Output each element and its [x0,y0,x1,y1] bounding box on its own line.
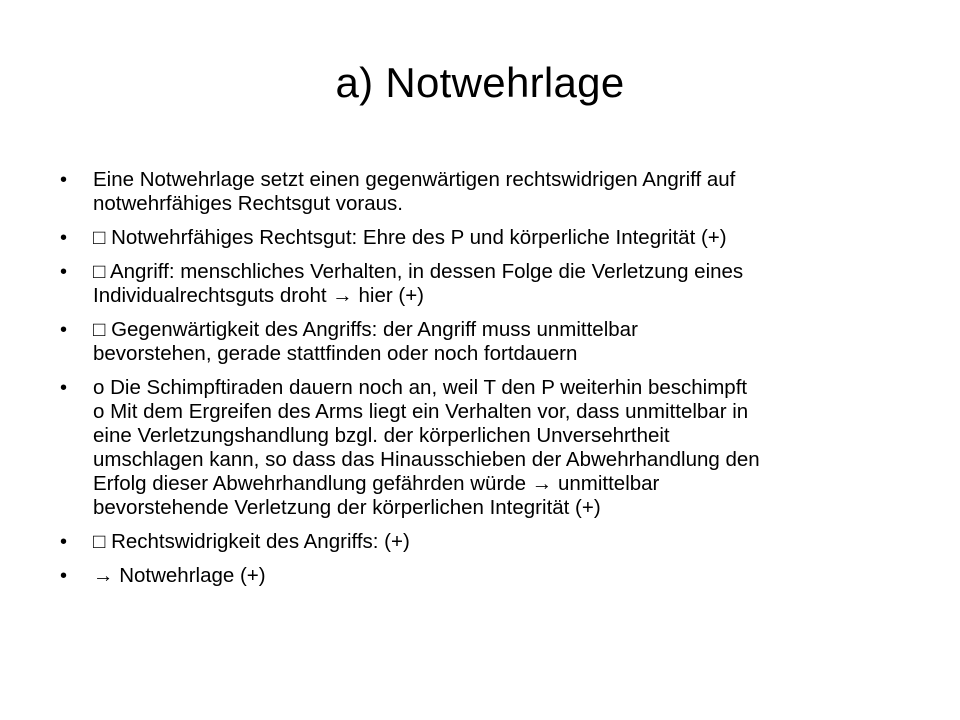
bullet-text-line: Erfolg dieser Abwehrhandlung gefährden würde → unmittelbar [93,472,660,495]
bullet-text-line: o Mit dem Ergreifen des Arms liegt ein Verhalten vor, dass unmittelbar in [93,400,749,423]
bullet-dot-icon: • [60,227,68,249]
bullet-item [60,564,900,588]
bullet-text-line: o Die Schimpftiraden dauern noch an, weil T den P weiterhin beschimpft [93,376,748,399]
bullet-dot-icon: • [60,531,68,553]
bullet-text-line: notwehrfähiges Rechtsgut voraus. [93,192,403,215]
bullet-dot-icon: • [60,261,68,283]
bullet-dot-icon: • [60,565,68,587]
slide-title: a) Notwehrlage [335,59,625,106]
bullet-text-line: bevorstehen, gerade stattfinden oder noch fortdauern [93,342,578,365]
bullet-text-line: Eine Notwehrlage setzt einen gegenwärtigen rechtswidrigen Angriff auf [93,168,736,191]
bullet-dot-icon: • [60,169,68,191]
bullet-item [60,318,900,366]
bullet-item [60,226,900,250]
bullet-text-line: eine Verletzungshandlung bzgl. der körperlichen Unversehrtheit [93,424,670,447]
bullet-text-line: □ Angriff: menschliches Verhalten, in dessen Folge die Verletzung eines [93,260,744,283]
bullet-text-line: □ Gegenwärtigkeit des Angriffs: der Angriff muss unmittelbar [93,318,638,341]
bullet-dot-icon: • [60,377,68,399]
bullet-text-line: □ Notwehrfähiges Rechtsgut: Ehre des P und körperliche Integrität (+) [93,226,727,249]
bullet-text-line: umschlagen kann, so dass das Hinausschieben der Abwehrhandlung den [93,448,760,471]
bullet-text-line: □ Rechtswidrigkeit des Angriffs: (+) [93,530,410,553]
bullet-text-line: bevorstehende Verletzung der körperlichen Integrität (+) [93,496,601,519]
bullet-item [60,168,900,216]
bullet-text-line: Individualrechtsguts droht → hier (+) [93,284,425,307]
bullet-item [60,530,900,554]
bullet-list [60,168,900,598]
bullet-item [60,376,900,520]
bullet-text-line: → Notwehrlage (+) [93,564,266,587]
bullet-item [60,260,900,308]
bullet-dot-icon: • [60,319,68,341]
